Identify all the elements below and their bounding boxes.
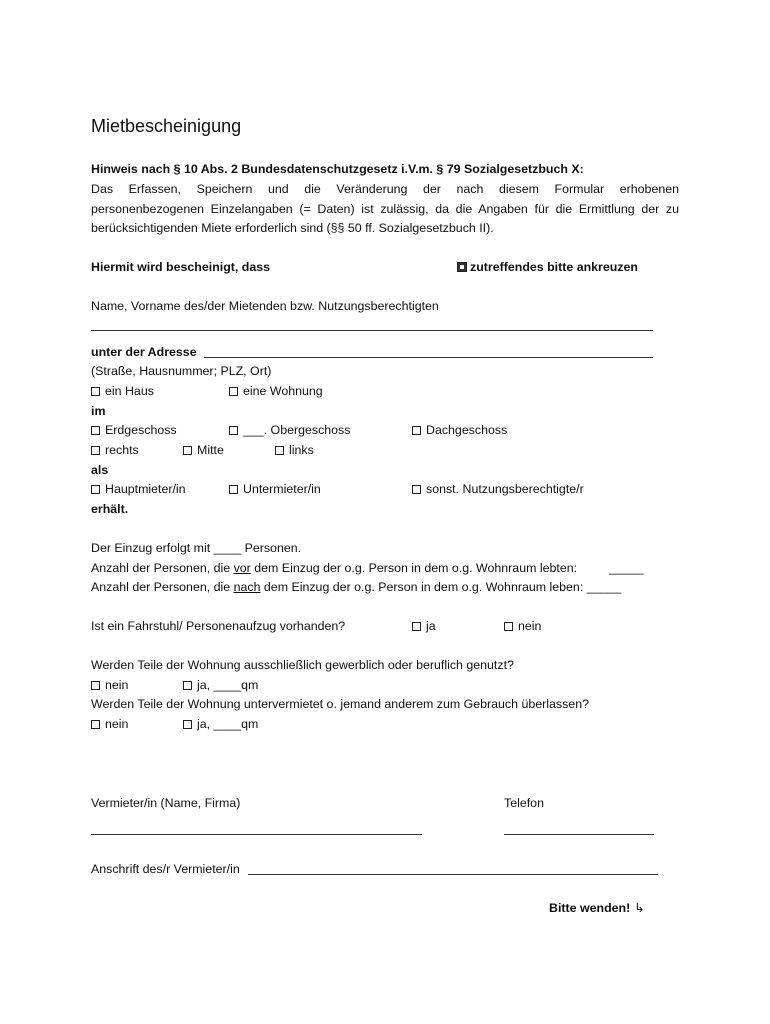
sublet-yes-label: ja, ____qm [197, 717, 259, 731]
tick-instruction [457, 260, 638, 275]
landlord-address-label: Anschrift des/r Vermieter/in [91, 862, 240, 876]
checkbox-icon [229, 426, 238, 435]
option-main-tenant-label: Hauptmieter/in [105, 482, 186, 496]
sublet-yes[interactable] [183, 717, 258, 732]
option-ground-floor-label: Erdgeschoss [105, 423, 177, 437]
option-middle[interactable] [183, 443, 224, 458]
persons-after-text-1: Anzahl der Personen, die [91, 580, 234, 594]
turn-arrow-icon: ↳ [634, 901, 645, 915]
landlord-label: Vermieter/in (Name, Firma) [91, 796, 241, 810]
checkbox-icon [91, 681, 100, 690]
option-flat-label: eine Wohnung [243, 384, 323, 398]
landlord-address-field[interactable] [248, 874, 658, 875]
certify-heading: Hiermit wird bescheinigt, dass [91, 260, 271, 274]
address-hint: (Straße, Hausnummer; PLZ, Ort) [91, 364, 272, 378]
persons-after-text-2: dem Einzug der o.g. Person in dem o.g. Wohnraum leben: _____ [260, 580, 622, 594]
im-label: im [91, 404, 106, 418]
option-other-user-label: sonst. Nutzungsberechtigte/r [426, 482, 584, 496]
checkbox-icon [91, 720, 100, 729]
option-ground-floor[interactable] [91, 423, 177, 438]
persons-after-movein [91, 580, 621, 595]
checkbox-icon [183, 681, 192, 690]
commercial-yes[interactable] [183, 678, 258, 693]
elevator-yes[interactable] [412, 619, 436, 634]
option-subtenant-label: Untermieter/in [243, 482, 321, 496]
phone-field[interactable] [504, 834, 654, 835]
persons-before-text-2: dem Einzug der o.g. Person in dem o.g. Wohnraum lebten: [250, 561, 578, 575]
address-label: unter der Adresse [91, 345, 197, 359]
option-left[interactable] [275, 443, 314, 458]
checkbox-icon [275, 446, 284, 455]
checkbox-icon [183, 446, 192, 455]
als-label: als [91, 463, 109, 477]
checkbox-icon [91, 446, 100, 455]
tick-instruction-text: zutreffendes bitte ankreuzen [470, 260, 638, 274]
elevator-no-label: nein [518, 619, 542, 633]
option-other-user[interactable] [412, 482, 584, 497]
checkbox-icon [412, 622, 421, 631]
elevator-no[interactable] [504, 619, 541, 634]
option-flat[interactable] [229, 384, 323, 399]
sublet-no-label: nein [105, 717, 129, 731]
checkbox-icon [91, 485, 100, 494]
turn-over-note [549, 901, 645, 916]
phone-label: Telefon [504, 796, 544, 810]
checkbox-icon [229, 485, 238, 494]
commercial-no-label: nein [105, 678, 129, 692]
checked-box-icon [457, 262, 467, 272]
option-upper-floor[interactable] [229, 423, 350, 438]
option-main-tenant[interactable] [91, 482, 186, 497]
option-right-label: rechts [105, 443, 139, 457]
elevator-yes-label: ja [426, 619, 436, 633]
sublet-question: Werden Teile der Wohnung untervermietet o. jemand anderem zum Gebrauch überlassen? [91, 697, 589, 711]
checkbox-icon [412, 485, 421, 494]
option-upper-floor-label: ___. Obergeschoss [243, 423, 351, 437]
option-house[interactable] [91, 384, 154, 399]
elevator-question: Ist ein Fahrstuhl/ Personenaufzug vorhanden? [91, 619, 346, 633]
option-house-label: ein Haus [105, 384, 154, 398]
address-field[interactable] [204, 357, 653, 358]
checkbox-icon [91, 387, 100, 396]
checkbox-icon [504, 622, 513, 631]
checkbox-icon [91, 426, 100, 435]
option-subtenant[interactable] [229, 482, 321, 497]
option-middle-label: Mitte [197, 443, 224, 457]
hint-text-line-2: personenbezogenen Einzelangaben (= Daten) ist zulässig, da die Angaben für die Ermittlung der zu [91, 202, 679, 216]
option-right[interactable] [91, 443, 139, 458]
hint-text-line-3: berücksichtigenden Miete erforderlich sind (§§ 50 ff. Sozialgesetzbuch II). [91, 221, 494, 235]
checkbox-icon [183, 720, 192, 729]
commercial-question: Werden Teile der Wohnung ausschließlich gewerblich oder beruflich genutzt? [91, 658, 514, 672]
hint-text-line-1: Das Erfassen, Speichern und die Veränderung der nach diesem Formular erhobenen [91, 182, 679, 196]
movein-persons: Der Einzug erfolgt mit ____ Personen. [91, 541, 302, 555]
tenant-name-label: Name, Vorname des/der Mietenden bzw. Nutzungsberechtigten [91, 299, 439, 313]
persons-before-movein [91, 561, 577, 576]
persons-before-field[interactable]: _____ [609, 561, 644, 575]
checkbox-icon [229, 387, 238, 396]
persons-before-emphasis: vor [233, 561, 251, 575]
hint-heading: Hinweis nach § 10 Abs. 2 Bundesdatenschutzgesetz i.V.m. § 79 Sozialgesetzbuch X: [91, 162, 584, 176]
option-attic-label: Dachgeschoss [426, 423, 508, 437]
persons-before-text-1: Anzahl der Personen, die [91, 561, 234, 575]
commercial-no[interactable] [91, 678, 128, 693]
landlord-name-field[interactable] [91, 834, 422, 835]
option-attic[interactable] [412, 423, 507, 438]
option-left-label: links [289, 443, 314, 457]
checkbox-icon [412, 426, 421, 435]
turn-over-text: Bitte wenden! [549, 901, 631, 915]
tenant-name-field[interactable] [91, 330, 653, 331]
commercial-yes-label: ja, ____qm [197, 678, 259, 692]
sublet-no[interactable] [91, 717, 128, 732]
receives-label: erhält. [91, 502, 129, 516]
persons-after-emphasis: nach [233, 580, 261, 594]
page-title: Mietbescheinigung [91, 116, 242, 136]
